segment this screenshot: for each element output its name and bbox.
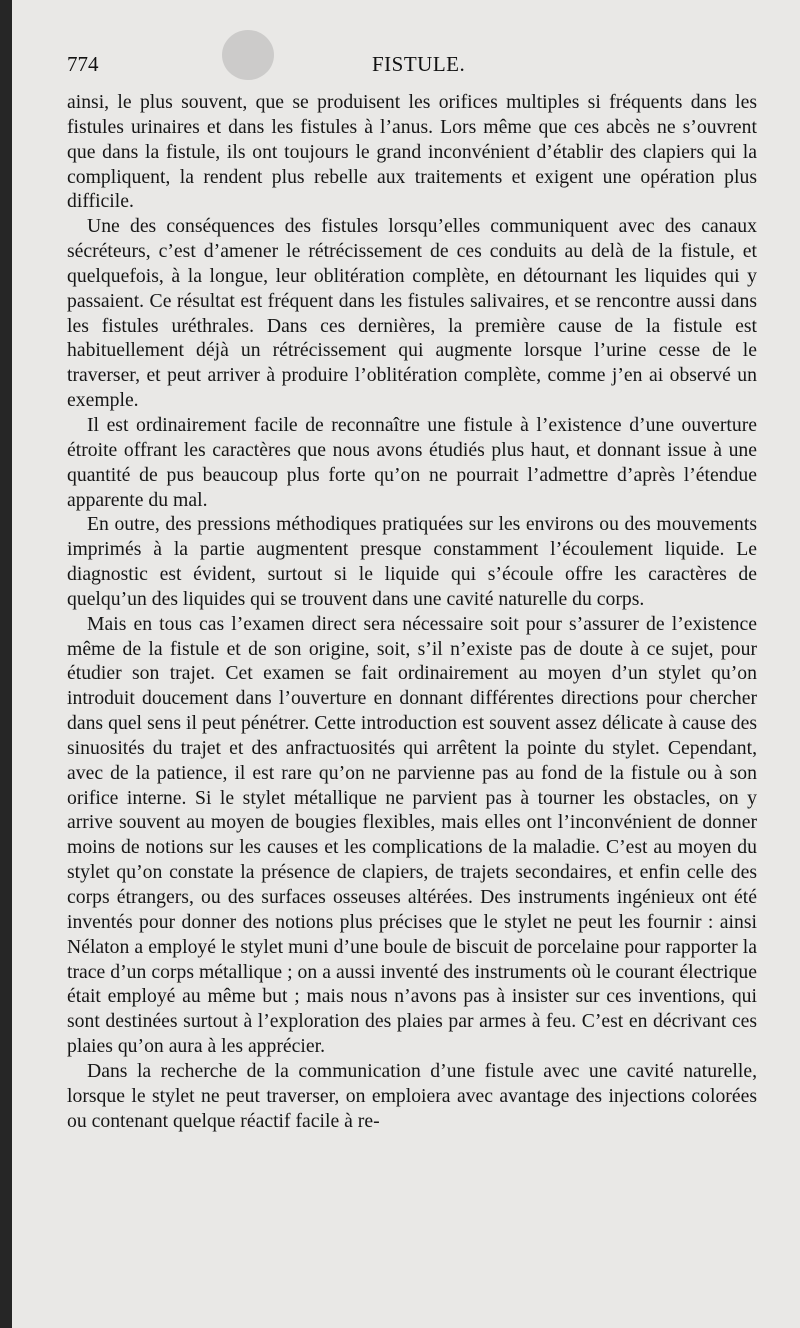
paragraph: Une des conséquences des fistules lorsqu’elles communiquent avec des canaux sécréteurs, c’est d’amener le rétrécissement de ces conduits au delà de la fistule, et quelquefois, à la longue, leur oblitération complète, en détournant les liquides qui y passaient. Ce résultat est fréquent dans les fistules salivaires, et se rencontre aussi dans les fistules uréthrales. Dans ces dernières, la première cause de la fistule est habituellement déjà un rétrécissement qui augmente lorsque l’urine cesse de le traverser, et peut arriver à produire l’oblitération complète, comme j’en ai observé un exemple. xyxy=(67,215,757,412)
paragraph: Dans la recherche de la communication d’une fistule avec une cavité naturelle, lorsque le stylet ne peut traverser, on emploiera avec avantage des injections colorées ou contenant quelque réactif facile à re- xyxy=(67,1059,757,1132)
page-number: 774 xyxy=(67,52,99,76)
paragraph: Il est ordinairement facile de reconnaître une fistule à l’existence d’une ouverture étroite offrant les caractères que nous avons étudiés plus haut, et donnant issue à une quantité de pus beaucoup plus forte qu’on ne pourrait l’admettre d’après l’étendue apparente du mal. xyxy=(67,413,757,511)
paragraph: Mais en tous cas l’examen direct sera nécessaire soit pour s’assurer de l’existence même de la fistule et de son origine, soit, s’il n’existe pas de doute à ce sujet, pour étudier son trajet. Cet examen se fait ordinairement au moyen d’un stylet qu’on introduit doucement dans l’ouverture en donnant différentes directions pour chercher dans quel sens il peut pénétrer. Cette introduction est souvent assez délicate à cause des sinuosités du trajet et des anfractuosités qui arrêtent la pointe du stylet. Cependant, avec de la patience, il est rare qu’on ne parvienne pas au fond de la fistule ou à son orifice interne. Si le stylet métallique ne parvient pas à tourner les obstacles, on y arrive souvent au moyen de bougies flexibles, mais elles ont l’inconvénient de donner moins de notions sur les causes et les complications de la maladie. C’est au moyen du stylet qu’on constate la présence de clapiers, de trajets secondaires, et enfin celle des corps étrangers, ou des surfaces osseuses altérées. Des instruments ingénieux ont été inventés pour donner des notions plus précises que le stylet ne peut les fournir : ainsi Nélaton a employé le stylet muni d’une boule de biscuit de porcelaine pour rapporter la trace d’un corps métallique ; on a aussi inventé des instruments où le courant électrique était employé au même but ; mais nous n’avons pas à insister sur ces inventions, qui sont destinées surtout à l’exploration des plaies par armes à feu. C’est en décrivant ces plaies qu’on aura à les apprécier. xyxy=(67,612,757,1058)
page-header xyxy=(67,52,747,82)
book-page xyxy=(12,0,800,1328)
paragraph: En outre, des pressions méthodiques pratiquées sur les environs ou des mouvements imprimés à la partie augmentent presque constamment l’écoulement liquide. Le diagnostic est évident, surtout si le liquide qui s’écoule offre les caractères de quelqu’un des liquides qui se trouvent dans une cavité naturelle du corps. xyxy=(67,513,757,610)
paragraph: ainsi, le plus souvent, que se produisent les orifices multiples si fréquents dans les fistules urinaires et dans les fistules à l’anus. Lors même que ces abcès ne s’ouvrent que dans la fistule, ils ont toujours le grand inconvénient d’établir des clapiers qui la compliquent, la rendent plus rebelle aux traitements et exigent une opération plus difficile. xyxy=(67,91,757,213)
body-text xyxy=(67,90,757,1133)
running-title: FISTULE. xyxy=(372,52,466,76)
